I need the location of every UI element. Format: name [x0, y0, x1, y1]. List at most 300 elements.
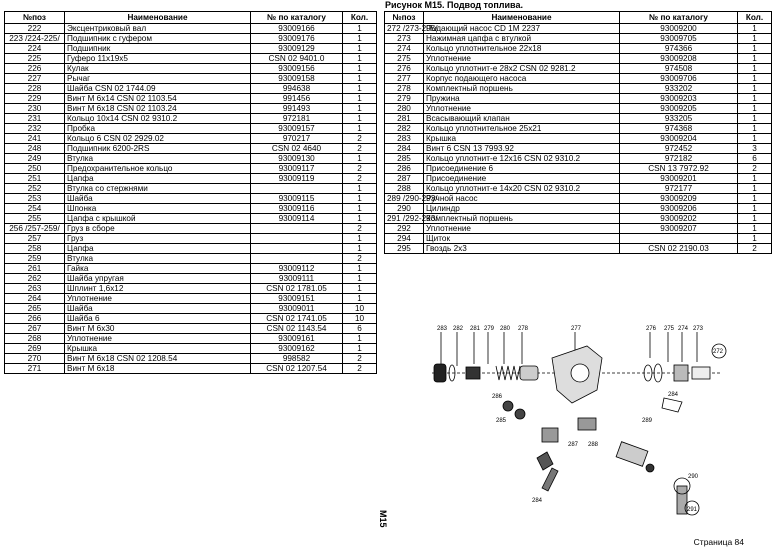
cell-qty: 1: [738, 214, 772, 224]
table-row: [5, 324, 377, 334]
cell-name: Корпус подающего насоса: [424, 74, 620, 84]
table-row: [385, 74, 772, 84]
cell-qty: 2: [343, 254, 377, 264]
cell-name: Щиток: [424, 234, 620, 244]
cell-name: Груз в сборе: [65, 224, 251, 234]
table-row: [5, 54, 377, 64]
table-row: [385, 124, 772, 134]
table-row: [5, 264, 377, 274]
cell-catalog: 93009151: [251, 294, 343, 304]
diagram-label: 287: [568, 442, 579, 448]
cell-pos: 279: [385, 94, 424, 104]
table-row: [385, 94, 772, 104]
cell-name: Цилиндр: [424, 204, 620, 214]
cell-name: Груз: [65, 234, 251, 244]
cell-qty: 1: [343, 114, 377, 124]
cell-qty: 1: [343, 84, 377, 94]
diagram-label: 289: [642, 418, 653, 424]
diagram-label: 291: [687, 507, 698, 513]
table-row: [5, 314, 377, 324]
cell-qty: 1: [343, 34, 377, 44]
cell-qty: 1: [738, 134, 772, 144]
cell-pos: 289 /290-293/: [385, 194, 424, 204]
cell-catalog: 93009705: [620, 34, 738, 44]
cell-pos: 267: [5, 324, 65, 334]
table-row: [5, 114, 377, 124]
cell-pos: 268: [5, 334, 65, 344]
cell-qty: 1: [343, 344, 377, 354]
cell-name: Уплотнение: [424, 54, 620, 64]
cell-name: Винт М 6х30: [65, 324, 251, 334]
cell-qty: 1: [738, 74, 772, 84]
cell-pos: 230: [5, 104, 65, 114]
table-row: [385, 54, 772, 64]
table-row: [5, 144, 377, 154]
cell-pos: 228: [5, 84, 65, 94]
cell-catalog: 93009112: [251, 264, 343, 274]
cell-qty: 1: [738, 114, 772, 124]
cell-name: Шайба CSN 02 1744.09: [65, 84, 251, 94]
cell-pos: 231: [5, 114, 65, 124]
cell-pos: 286: [385, 164, 424, 174]
cell-pos: 224: [5, 44, 65, 54]
cell-catalog: 93009111: [251, 274, 343, 284]
cell-catalog: 93009130: [251, 154, 343, 164]
cell-name: Винт 6 CSN 13 7993.92: [424, 144, 620, 154]
table-row: [5, 364, 377, 374]
diagram-label: 280: [500, 326, 511, 332]
cell-qty: 1: [738, 104, 772, 114]
cell-catalog: 933202: [620, 84, 738, 94]
table-row: [5, 134, 377, 144]
cell-catalog: 991456: [251, 94, 343, 104]
diagram-label: 277: [571, 326, 582, 332]
cell-qty: 1: [738, 224, 772, 234]
diagram-label: 279: [484, 326, 495, 332]
table-row: [385, 84, 772, 94]
cell-catalog: 93009157: [251, 124, 343, 134]
diagram-label: 285: [496, 418, 507, 424]
cell-name: Всасывающий клапан: [424, 114, 620, 124]
cell-qty: 1: [343, 334, 377, 344]
cell-name: Гвоздь 2х3: [424, 244, 620, 254]
cell-qty: 1: [343, 284, 377, 294]
cell-qty: 2: [343, 224, 377, 234]
cell-catalog: 93009117: [251, 164, 343, 174]
cell-name: Шпонка: [65, 204, 251, 214]
table-row: [5, 344, 377, 354]
cell-qty: 1: [343, 204, 377, 214]
table-row: [385, 64, 772, 74]
parts-table-left: [4, 11, 377, 374]
cell-catalog: 93009203: [620, 94, 738, 104]
cell-qty: 1: [343, 234, 377, 244]
diagram-label: 275: [664, 326, 675, 332]
cell-qty: 2: [738, 244, 772, 254]
table-row: [5, 304, 377, 314]
cell-catalog: 972177: [620, 184, 738, 194]
cell-name: Предохранительное кольцо: [65, 164, 251, 174]
cell-pos: 252: [5, 184, 65, 194]
cell-pos: 263: [5, 284, 65, 294]
table-row: [385, 214, 772, 224]
cell-name: Кольцо уплотнит-е 14х20 CSN 02 9310.2: [424, 184, 620, 194]
cell-name: Кольцо 6 CSN 02 2929.02: [65, 134, 251, 144]
cell-catalog: 972452: [620, 144, 738, 154]
cell-pos: 262: [5, 274, 65, 284]
cell-catalog: [251, 254, 343, 264]
cell-pos: 259: [5, 254, 65, 264]
cell-pos: 269: [5, 344, 65, 354]
cell-qty: 1: [343, 294, 377, 304]
cell-name: Кольцо уплотнит-е 12х16 CSN 02 9310.2: [424, 154, 620, 164]
cell-pos: 287: [385, 174, 424, 184]
fuel-pump-exploded-diagram: [392, 318, 728, 523]
cell-qty: 1: [343, 124, 377, 134]
diagram-label: 284: [532, 498, 543, 504]
cell-pos: 255: [5, 214, 65, 224]
cell-pos: 270: [5, 354, 65, 364]
cell-qty: 2: [343, 164, 377, 174]
cell-name: Уплотнение: [65, 294, 251, 304]
cell-name: Пружина: [424, 94, 620, 104]
header-pos: №поз: [385, 12, 424, 24]
table-row: [385, 224, 772, 234]
cell-catalog: [251, 184, 343, 194]
cell-catalog: CSN 02 9401.0: [251, 54, 343, 64]
cell-pos: 295: [385, 244, 424, 254]
cell-catalog: 933205: [620, 114, 738, 124]
table-row: [5, 224, 377, 234]
table-row: [5, 124, 377, 134]
cell-catalog: 994638: [251, 84, 343, 94]
cell-catalog: CSN 02 1143.54: [251, 324, 343, 334]
cell-qty: 1: [738, 54, 772, 64]
diagram-label: 284: [668, 392, 679, 398]
diagram-label: 290: [688, 474, 699, 480]
parts-table-right: [384, 11, 772, 254]
cell-qty: 2: [343, 354, 377, 364]
cell-name: Уплотнение: [424, 104, 620, 114]
cell-pos: 290: [385, 204, 424, 214]
cell-pos: 283: [385, 134, 424, 144]
cell-qty: 3: [738, 144, 772, 154]
cell-catalog: CSN 02 1741.05: [251, 314, 343, 324]
cell-catalog: CSN 13 7972.92: [620, 164, 738, 174]
cell-name: Шайба: [65, 304, 251, 314]
cell-pos: 256 /257-259/: [5, 224, 65, 234]
table-row: [385, 34, 772, 44]
cell-pos: 223 /224-225/: [5, 34, 65, 44]
cell-name: Втулка: [65, 154, 251, 164]
cell-qty: 1: [738, 64, 772, 74]
cell-catalog: 93009706: [620, 74, 738, 84]
header-name: Наименование: [65, 12, 251, 24]
cell-pos: 226: [5, 64, 65, 74]
diagram-label: 276: [646, 326, 657, 332]
cell-catalog: 93009205: [620, 104, 738, 114]
cell-pos: 250: [5, 164, 65, 174]
cell-qty: 10: [343, 304, 377, 314]
table-row: [5, 234, 377, 244]
cell-catalog: 93009162: [251, 344, 343, 354]
cell-pos: 281: [385, 114, 424, 124]
cell-qty: 1: [738, 44, 772, 54]
cell-qty: 1: [738, 184, 772, 194]
table-row: [5, 94, 377, 104]
cell-name: Уплотнение: [65, 334, 251, 344]
cell-qty: 1: [738, 94, 772, 104]
diagram-label: 281: [470, 326, 481, 332]
diagram-label: 282: [453, 326, 464, 332]
cell-catalog: [620, 234, 738, 244]
header-catalog: № по каталогу: [251, 12, 343, 24]
cell-name: Подшипник: [65, 44, 251, 54]
cell-pos: 275: [385, 54, 424, 64]
cell-name: Нажимная цапфа с втулкой: [424, 34, 620, 44]
cell-qty: 2: [343, 174, 377, 184]
cell-pos: 266: [5, 314, 65, 324]
cell-name: Кольцо уплотнит-е 28х2 CSN 02 9281.2: [424, 64, 620, 74]
cell-pos: 241: [5, 134, 65, 144]
cell-pos: 264: [5, 294, 65, 304]
cell-qty: 6: [738, 154, 772, 164]
cell-qty: 1: [343, 74, 377, 84]
table-row: [5, 244, 377, 254]
diagram-label: 274: [678, 326, 689, 332]
table-row: [5, 24, 377, 34]
cell-catalog: 93009209: [620, 194, 738, 204]
table-row: [5, 34, 377, 44]
cell-pos: 271: [5, 364, 65, 374]
table-row: [385, 174, 772, 184]
cell-pos: 257: [5, 234, 65, 244]
cell-pos: 284: [385, 144, 424, 154]
cell-qty: 1: [343, 24, 377, 34]
header-pos: №поз: [5, 12, 65, 24]
cell-catalog: 93009161: [251, 334, 343, 344]
cell-pos: 253: [5, 194, 65, 204]
cell-name: Кольцо уплотнительное 22х18: [424, 44, 620, 54]
cell-catalog: 93009176: [251, 34, 343, 44]
cell-catalog: 93009158: [251, 74, 343, 84]
cell-name: Цапфа: [65, 174, 251, 184]
cell-qty: 2: [343, 364, 377, 374]
cell-catalog: CSN 02 4640: [251, 144, 343, 154]
cell-name: Кольцо уплотнительное 25х21: [424, 124, 620, 134]
cell-catalog: 93009115: [251, 194, 343, 204]
side-figure-label: M15: [378, 510, 388, 528]
cell-catalog: 93009208: [620, 54, 738, 64]
cell-name: Винт М 6х18 CSN 02 1103.24: [65, 104, 251, 114]
cell-qty: 1: [343, 94, 377, 104]
cell-catalog: 93009207: [620, 224, 738, 234]
cell-catalog: 974368: [620, 124, 738, 134]
diagram-label: 286: [492, 394, 503, 400]
table-row: [5, 104, 377, 114]
cell-name: Кулак: [65, 64, 251, 74]
cell-qty: 1: [738, 84, 772, 94]
cell-pos: 248: [5, 144, 65, 154]
cell-qty: 2: [343, 144, 377, 154]
table-row: [5, 204, 377, 214]
table-row: [385, 194, 772, 204]
cell-name: Шайба упругая: [65, 274, 251, 284]
cell-name: Уплотнение: [424, 224, 620, 234]
cell-catalog: 974366: [620, 44, 738, 54]
cell-pos: 273: [385, 34, 424, 44]
cell-catalog: [251, 234, 343, 244]
header-catalog: № по каталогу: [620, 12, 738, 24]
cell-catalog: 991493: [251, 104, 343, 114]
cell-pos: 258: [5, 244, 65, 254]
cell-pos: 291 /292-293/: [385, 214, 424, 224]
cell-catalog: [251, 224, 343, 234]
cell-name: Шплинт 1,6х12: [65, 284, 251, 294]
table-header-row: [385, 12, 772, 24]
table-row: [5, 154, 377, 164]
cell-pos: 249: [5, 154, 65, 164]
cell-pos: 285: [385, 154, 424, 164]
cell-qty: 1: [738, 194, 772, 204]
cell-catalog: 93009202: [620, 214, 738, 224]
cell-name: Подшипник с гуфером: [65, 34, 251, 44]
cell-catalog: 93009206: [620, 204, 738, 214]
cell-catalog: 93009011: [251, 304, 343, 314]
cell-pos: 232: [5, 124, 65, 134]
table-row: [385, 184, 772, 194]
table-row: [5, 174, 377, 184]
cell-name: Подающий насос CD 1M 2237: [424, 24, 620, 34]
cell-pos: 288: [385, 184, 424, 194]
cell-name: Втулка со стержнями: [65, 184, 251, 194]
cell-qty: 1: [343, 44, 377, 54]
table-row: [5, 164, 377, 174]
table-row: [385, 244, 772, 254]
cell-pos: 251: [5, 174, 65, 184]
diagram-label: 288: [588, 442, 599, 448]
table-row: [385, 104, 772, 114]
cell-pos: 222: [5, 24, 65, 34]
cell-name: Гайка: [65, 264, 251, 274]
cell-name: Рычаг: [65, 74, 251, 84]
cell-catalog: 972182: [620, 154, 738, 164]
cell-catalog: 93009200: [620, 24, 738, 34]
cell-name: Эксцентриковый вал: [65, 24, 251, 34]
cell-qty: 1: [738, 34, 772, 44]
cell-pos: 276: [385, 64, 424, 74]
cell-qty: 10: [343, 314, 377, 324]
diagram-label: 272: [713, 349, 724, 355]
table-row: [385, 134, 772, 144]
cell-name: Ручной насос: [424, 194, 620, 204]
cell-name: Шайба: [65, 194, 251, 204]
cell-pos: 227: [5, 74, 65, 84]
page-title: Рисунок M15. Подвод топлива.: [385, 0, 523, 10]
cell-name: Шайба 6: [65, 314, 251, 324]
cell-catalog: 974508: [620, 64, 738, 74]
cell-name: Втулка: [65, 254, 251, 264]
cell-qty: 1: [343, 154, 377, 164]
table-row: [5, 214, 377, 224]
table-row: [5, 84, 377, 94]
cell-name: Присоединение: [424, 174, 620, 184]
cell-qty: 1: [738, 124, 772, 134]
cell-pos: 265: [5, 304, 65, 314]
cell-catalog: 93009201: [620, 174, 738, 184]
table-row: [385, 234, 772, 244]
cell-qty: 1: [738, 24, 772, 34]
cell-catalog: CSN 02 1207.54: [251, 364, 343, 374]
cell-qty: 1: [343, 104, 377, 114]
table-row: [385, 44, 772, 54]
table-row: [5, 64, 377, 74]
cell-qty: 1: [343, 194, 377, 204]
cell-qty: 1: [343, 64, 377, 74]
diagram-label: 283: [437, 326, 448, 332]
diagram-label: 278: [518, 326, 529, 332]
cell-name: Кольцо 10х14 CSN 02 9310.2: [65, 114, 251, 124]
cell-pos: 274: [385, 44, 424, 54]
table-row: [5, 294, 377, 304]
cell-pos: 254: [5, 204, 65, 214]
cell-pos: 272 /273-295/: [385, 24, 424, 34]
cell-qty: 6: [343, 324, 377, 334]
page-number: Страница 84: [693, 537, 744, 547]
cell-name: Пробка: [65, 124, 251, 134]
cell-name: Подшипник 6200-2RS: [65, 144, 251, 154]
cell-catalog: 93009204: [620, 134, 738, 144]
cell-catalog: CSN 02 1781.05: [251, 284, 343, 294]
cell-pos: 280: [385, 104, 424, 114]
cell-qty: 1: [343, 54, 377, 64]
table-row: [385, 204, 772, 214]
cell-qty: 1: [343, 244, 377, 254]
cell-name: Присоединение 6: [424, 164, 620, 174]
cell-catalog: 970217: [251, 134, 343, 144]
cell-qty: 2: [343, 134, 377, 144]
cell-pos: 261: [5, 264, 65, 274]
cell-catalog: 93009116: [251, 204, 343, 214]
cell-pos: 294: [385, 234, 424, 244]
header-qty: Кол.: [343, 12, 377, 24]
cell-name: Комплектный поршень: [424, 214, 620, 224]
cell-name: Винт М 6х18 CSN 02 1208.54: [65, 354, 251, 364]
cell-catalog: CSN 02 2190.03: [620, 244, 738, 254]
cell-name: Цапфа: [65, 244, 251, 254]
header-qty: Кол.: [738, 12, 772, 24]
cell-catalog: 972181: [251, 114, 343, 124]
cell-catalog: [251, 244, 343, 254]
table-row: [5, 74, 377, 84]
cell-name: Гуферо 11х19х5: [65, 54, 251, 64]
cell-catalog: 93009129: [251, 44, 343, 54]
header-name: Наименование: [424, 12, 620, 24]
cell-name: Цапфа с крышкой: [65, 214, 251, 224]
cell-name: Крышка: [424, 134, 620, 144]
cell-qty: 1: [343, 274, 377, 284]
cell-catalog: 93009166: [251, 24, 343, 34]
table-row: [5, 284, 377, 294]
table-row: [385, 164, 772, 174]
cell-name: Винт М 6х18: [65, 364, 251, 374]
table-row: [5, 354, 377, 364]
cell-catalog: 93009119: [251, 174, 343, 184]
table-row: [5, 274, 377, 284]
cell-pos: 225: [5, 54, 65, 64]
cell-qty: 2: [738, 164, 772, 174]
table-row: [385, 154, 772, 164]
